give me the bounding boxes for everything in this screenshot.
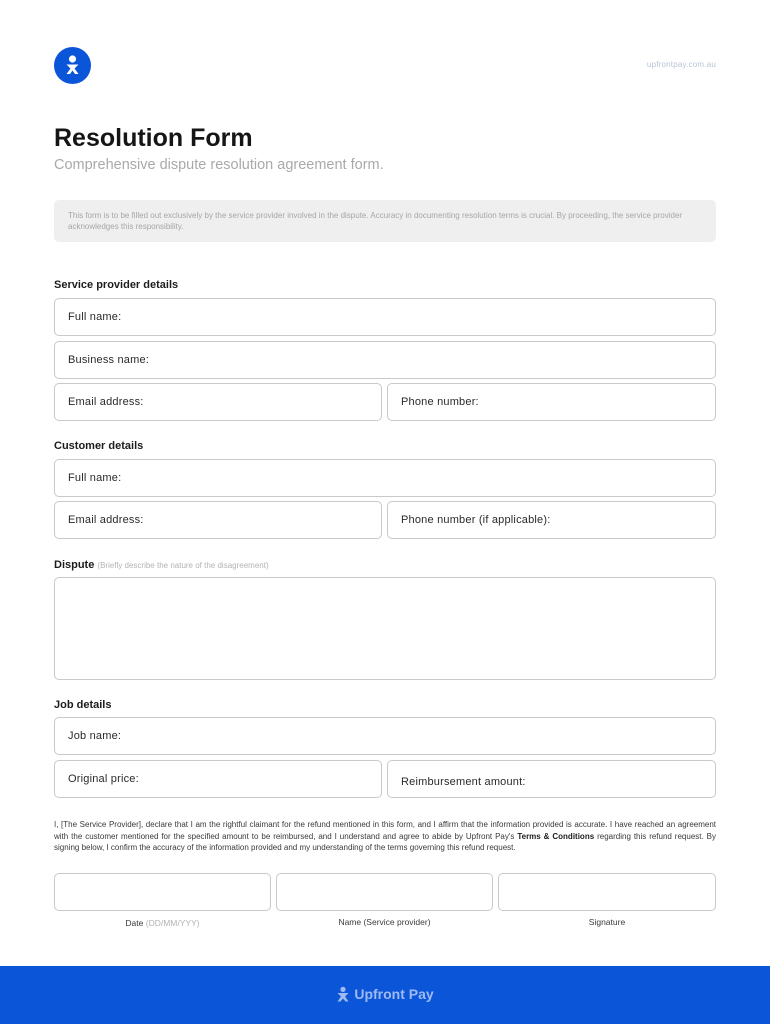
declaration-text-before: I, [The Service Provider], declare that I am the rightful claimant for the refund mentioned in this form, and I affirm that the information provided is accurate. I have reached an agreement with the customer mentioned for the specified amount to be reimbursed, and I understand and agree to abide by Upfront Pay's — [54, 820, 716, 841]
customer-email-field[interactable] — [54, 501, 382, 539]
field-label: Phone number (if applicable): — [401, 514, 551, 526]
signature-label: Signature — [588, 917, 626, 927]
reimbursement-amount-field[interactable] — [387, 760, 716, 798]
date-field[interactable] — [54, 873, 271, 911]
footer-brand — [0, 986, 770, 1002]
provider-business-name-field[interactable] — [54, 341, 716, 379]
dispute-hint: (Briefly describe the nature of the disagreement) — [97, 561, 269, 570]
declaration-text-after: regarding this refund request. By signing below, I confirm the accuracy of the information provided and my understanding of the terms governing this refund request. — [54, 831, 716, 852]
section-heading-customer: Customer details — [54, 440, 144, 452]
original-price-field[interactable] — [54, 760, 382, 798]
section-heading-job: Job details — [54, 699, 112, 711]
field-label: Email address: — [68, 514, 144, 526]
date-label-text: Date — [125, 918, 144, 928]
provider-email-field[interactable] — [54, 383, 382, 421]
footer-brand-name: Upfront Pay — [354, 986, 434, 1002]
provider-full-name-field[interactable] — [54, 298, 716, 336]
footer-bar — [0, 966, 770, 1024]
page-subtitle: Comprehensive dispute resolution agreement form. — [54, 157, 384, 173]
signature-field[interactable] — [498, 873, 716, 911]
person-icon — [336, 986, 350, 1002]
section-heading-dispute — [54, 559, 269, 571]
page-title: Resolution Form — [54, 124, 253, 152]
provider-phone-field[interactable] — [387, 383, 716, 421]
field-label: Email address: — [68, 396, 144, 408]
field-label: Business name: — [68, 354, 150, 366]
dispute-description-field[interactable] — [54, 577, 716, 680]
field-label: Full name: — [68, 472, 122, 484]
logo — [54, 47, 91, 84]
customer-full-name-field[interactable] — [54, 459, 716, 497]
person-icon — [54, 47, 91, 84]
provider-name-field[interactable] — [276, 873, 493, 911]
customer-phone-field[interactable] — [387, 501, 716, 539]
job-name-field[interactable] — [54, 717, 716, 755]
date-label — [54, 918, 271, 928]
date-format-hint: (DD/MM/YYY) — [145, 918, 200, 928]
site-url[interactable]: upfrontpay.com.au — [646, 60, 716, 69]
name-label: Name (Service provider) — [338, 917, 431, 927]
field-label: Original price: — [68, 773, 139, 785]
field-label: Phone number: — [401, 396, 479, 408]
section-heading-service-provider: Service provider details — [54, 279, 179, 291]
declaration-text — [54, 819, 716, 854]
field-label: Reimbursement amount: — [401, 776, 526, 788]
dispute-heading: Dispute — [54, 559, 95, 571]
notice-box: This form is to be filled out exclusively by the service provider involved in the dispute. Accuracy in documenting resolution terms is crucial. By proceeding, the service provider acknowledges this responsibility. — [54, 200, 716, 242]
field-label: Job name: — [68, 730, 122, 742]
terms-link[interactable]: Terms & Conditions — [517, 831, 595, 841]
field-label: Full name: — [68, 311, 122, 323]
